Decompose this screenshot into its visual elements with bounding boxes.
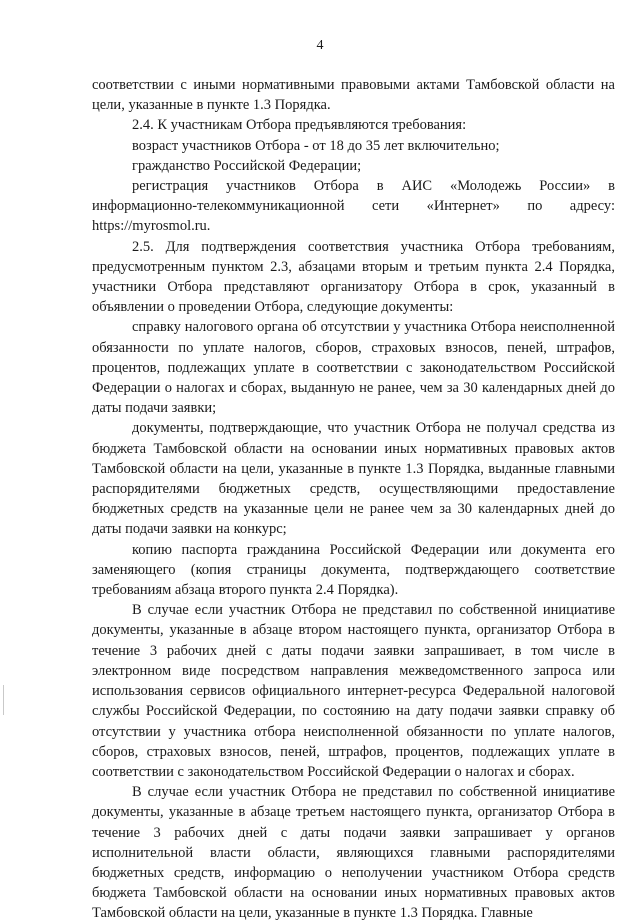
body-text: [92, 75, 615, 924]
paragraph: 2.5. Для подтверждения соответствия участника Отбора требованиям, предусмотренным пунктом 2.3, абзацами вторым и третьим пункта 2.4 Порядка, участники Отбора представляют организатору Отбора в срок, указанный в объявлении о проведении Отбора, следующие документы:: [92, 238, 615, 316]
paragraph: 2.4. К участникам Отбора предъявляются требования:: [132, 117, 467, 134]
paragraph: соответствии с иными нормативными правовыми актами Тамбовской области на цели, указанные в пункте 1.3 Порядка.: [92, 77, 615, 114]
paragraph: документы, подтверждающие, что участник Отбора не получал средства из бюджета Тамбовской области на основании иных нормативных правовых актов Тамбовской области на цели, указанные в пункте 1.3 Порядка, выданные главными распорядителями бюджетных средств, осуществляющими предоставление бюджетных средств на указанные цели не ранее чем за 30 календарных дней до даты подачи заявки на конкурс;: [92, 420, 615, 538]
paragraph: регистрация участников Отбора в АИС «Молодежь России» в информационно-телекоммуникационной сети «Интернет» по адресу: https://myrosmol.ru.: [92, 178, 615, 235]
paragraph: гражданство Российской Федерации;: [132, 157, 362, 174]
page-number: 4: [316, 38, 324, 53]
paragraph: В случае если участник Отбора не представил по собственной инициативе документы, указанные в абзаце третьем настоящего пункта, организатор Отбора в течение 3 рабочих дней с даты подачи заявки запрашивает у органов исполнительной власти области, являющихся главными распорядителями бюджетных средств, информацию о неполучении участником Отбора средств бюджета Тамбовской области на основании иных нормативных правовых актов Тамбовской области на цели, указанные в пункте 1.3 Порядка. Главные: [92, 784, 615, 922]
paragraph: В случае если участник Отбора не представил по собственной инициативе документы, указанные в абзаце втором настоящего пункта, организатор Отбора в течение 3 рабочих дней с даты подачи заявки запрашивает, в том числе в электронном виде посредством направления межведомственного запроса или использования сервисов официального интернет-ресурса Федеральной налоговой службы Российской Федерации, по состоянию на дату подачи заявки справку об отсутствии у участника отбора неисполненной обязанности по уплате налогов, сборов, страховых взносов, пеней, штрафов, процентов, подлежащих уплате в соответствии с законодательством Российской Федерации о налогах и сборах.: [92, 602, 615, 780]
scan-edge-mark: [3, 685, 4, 715]
paragraph: копию паспорта гражданина Российской Федерации или документа его заменяющего (копия страницы документа, подтверждающего соответствие требованиям абзаца второго пункта 2.4 Порядка).: [92, 541, 615, 599]
paragraph: возраст участников Отбора - от 18 до 35 лет включительно;: [132, 137, 500, 154]
paragraph: справку налогового органа об отсутствии у участника Отбора неисполненной обязанности по уплате налогов, сборов, страховых взносов, пеней, штрафов, процентов, подлежащих уплате в соответствии с законодательством Российской Федерации о налогах и сборах, выданную не ранее, чем за 30 календарных дней до даты подачи заявки;: [92, 319, 615, 417]
